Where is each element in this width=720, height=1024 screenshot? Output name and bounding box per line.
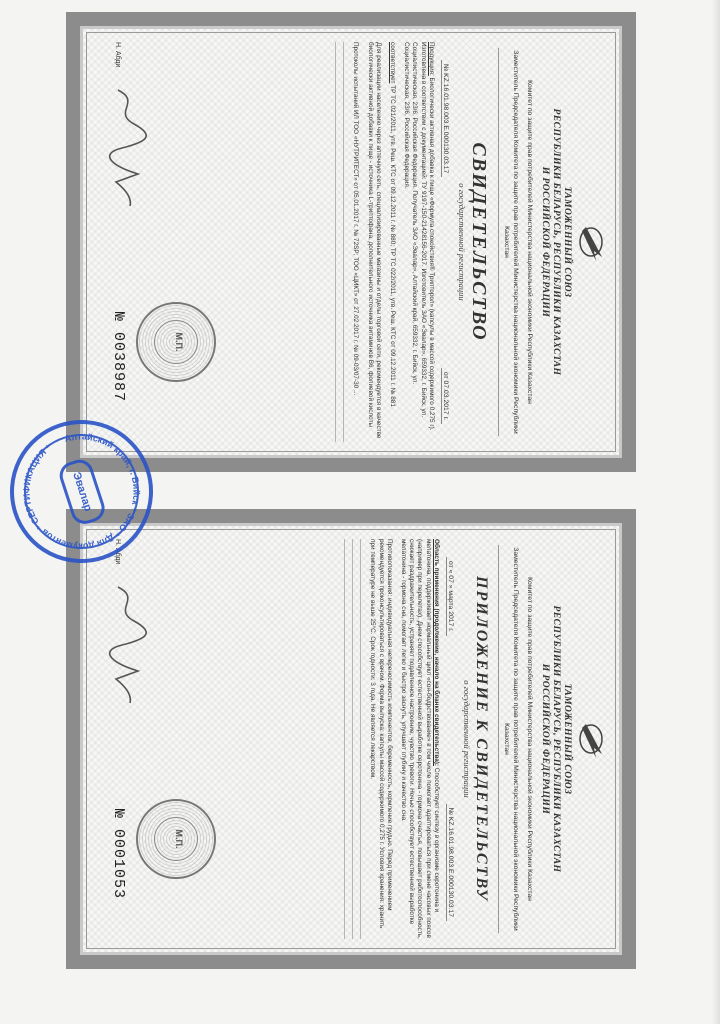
signer-name: Н. Абди [114, 539, 121, 565]
issuing-authority: Комитет по защите прав потребителей Министерства национальной экономики Республики Казахстан [526, 577, 533, 901]
product-label: Продукция: [427, 42, 435, 76]
authority-deputy: Заместитель Председателя Комитета по защите прав потребителей Министерства национальной экономики Республики Казахстан [503, 50, 519, 434]
union-header-line: РЕСПУБЛИКИ БЕЛАРУСЬ, РЕСПУБЛИКИ КАЗАХСТАН [551, 605, 561, 873]
scope-text: Способствует синтезу в организме серотонина и мелатонина, поддерживает нормальный цикл «сон-бодрствование» в том числе помогает адаптироваться при смене часовых поясов (например при перелетах). Днем способствует естественной выработке серотонина - гормона счастья, повышает работоспособность, снижает раздражительность, устраняет подавленное настроение, чувство тревоги. Ночью способствует естественной выработке мелатонина - гормона сна, помогает легко и быстро заснуть, улучшает глубину и качество сна. [399, 539, 440, 939]
registration-number: № KZ.16.01.98.003.Е.000130.03.17 [441, 60, 449, 177]
registration-number: № KZ.16.01.98.003.Е.000130.03.17 [446, 804, 454, 921]
product-section [402, 42, 435, 442]
signer-name: Н. Абди [114, 42, 121, 68]
compliance-text: ТР ТС 021/2011, утв. Реш. КТС от 09.12.2011 г. № 880; ТР ТС 022/2011, утв. Реш. КТС от 09.12.2011 г. № 881 [388, 85, 396, 407]
protocols-text: Протоколы испытаний ИЛ ТОО «НУТРИТЕСТ» от 05.01.2017 г. № 72SP; ТОО «ЦИКТ» от 27.02.2017 г. № 09-03/07-30 ... [352, 42, 360, 396]
scope-label: Область применения (продолжение, начало на бланке свидетельства): [432, 539, 440, 767]
purpose-text: Для реализации населению через аптечную сеть, специализированные магазины и отделы торговой сети, рекомендуется в качестве биологически активной добавки к пище - источника L-триптофана, дополнительного источника витаминов В6, фолиевой кислоты [366, 42, 382, 439]
certificate-registration [66, 12, 636, 472]
certificate-title: ПРИЛОЖЕНИЕ К СВИДЕТЕЛЬСТВУ [472, 576, 490, 902]
union-header-line: РЕСПУБЛИКИ БЕЛАРУСЬ, РЕСПУБЛИКИ КАЗАХСТАН [551, 108, 561, 376]
registration-date: от 07.03.2017 г. [441, 368, 449, 424]
seal-label: М.П. [174, 829, 184, 849]
registration-date: от « 07 » марта 2017 г. [446, 557, 454, 636]
union-header-line: И РОССИЙСКОЙ ФЕДЕРАЦИИ [540, 663, 550, 815]
form-number: № 0038987 [110, 311, 127, 402]
certificate-title: СВИДЕТЕЛЬСТВО [467, 142, 490, 342]
union-header-line: ТАМОЖЕННЫЙ СОЮЗ [562, 186, 572, 298]
compliance-label: соответствует [388, 42, 396, 84]
svg-text:Алтайский край, г. Бийск * ЗАО: Алтайский край, г. Бийск * ЗАО * Для документов * СЕРТИФИКАЦИЯ * [21, 431, 142, 552]
blank-lines [335, 42, 344, 442]
contraindications-text: Противопоказания: индивидуальная непереносимость компонентов, беременность, кормление грудью. Перед применением рекомендуется проконсультироваться с врачом. Форма выпуска: капсулы массой содержимого 0,275 г. Условия хранения: хранить при температуре не выше 25°С. Срок годности: 3 года. Не является лекарством. [369, 539, 393, 929]
seal-label: М.П. [174, 332, 184, 352]
scan-edge [712, 0, 720, 1024]
official-seal [136, 302, 216, 382]
divider [498, 545, 499, 933]
certificate-subtitle: о государственной регистрации [456, 183, 467, 301]
union-header [539, 539, 572, 939]
stamp-logo: Эвалар [56, 456, 108, 527]
certificate-subtitle: о государственной регистрации [461, 680, 472, 798]
union-header [539, 42, 572, 442]
registration-line [441, 60, 449, 424]
handwritten-signature [106, 82, 152, 212]
authority-deputy: Заместитель Председателя Комитета по защите прав потребителей Министерства национальной экономики Республики Казахстан [503, 547, 519, 931]
scope-section [399, 539, 440, 939]
form-number: № 0001053 [110, 808, 127, 899]
divider [498, 48, 499, 436]
issuing-authority: Комитет по защите прав потребителей Министерства национальной экономики Республики Казахстан [526, 80, 533, 404]
customs-union-emblem-icon [576, 718, 610, 760]
certificate-appendix [66, 509, 636, 969]
official-seal [136, 799, 216, 879]
compliance-section [388, 42, 396, 442]
product-text: Биологически активная добавка к пище «Формула спокойствия® Трипторол» (капсулы в массой содержимого 0,275 г). Изготовлена в соответствии с документацией: ТУ 9197-150-21428156-2017. Изготовитель ЗАО «Эвалар», 659332, г. Бийск, ул. Социалистическая, 23/6, Российская Федерация. Получатель ЗАО «Эвалар», Алтайский край, 659332, г. Бийск, ул. Социалистическая, 23/6, Российская Федерация. [403, 42, 435, 431]
blank-lines [344, 539, 361, 939]
handwritten-signature [106, 579, 152, 709]
union-header-line: И РОССИЙСКОЙ ФЕДЕРАЦИИ [540, 166, 550, 318]
customs-union-emblem-icon [576, 221, 610, 263]
union-header-line: ТАМОЖЕННЫЙ СОЮЗ [562, 683, 572, 795]
registration-line [446, 557, 454, 921]
